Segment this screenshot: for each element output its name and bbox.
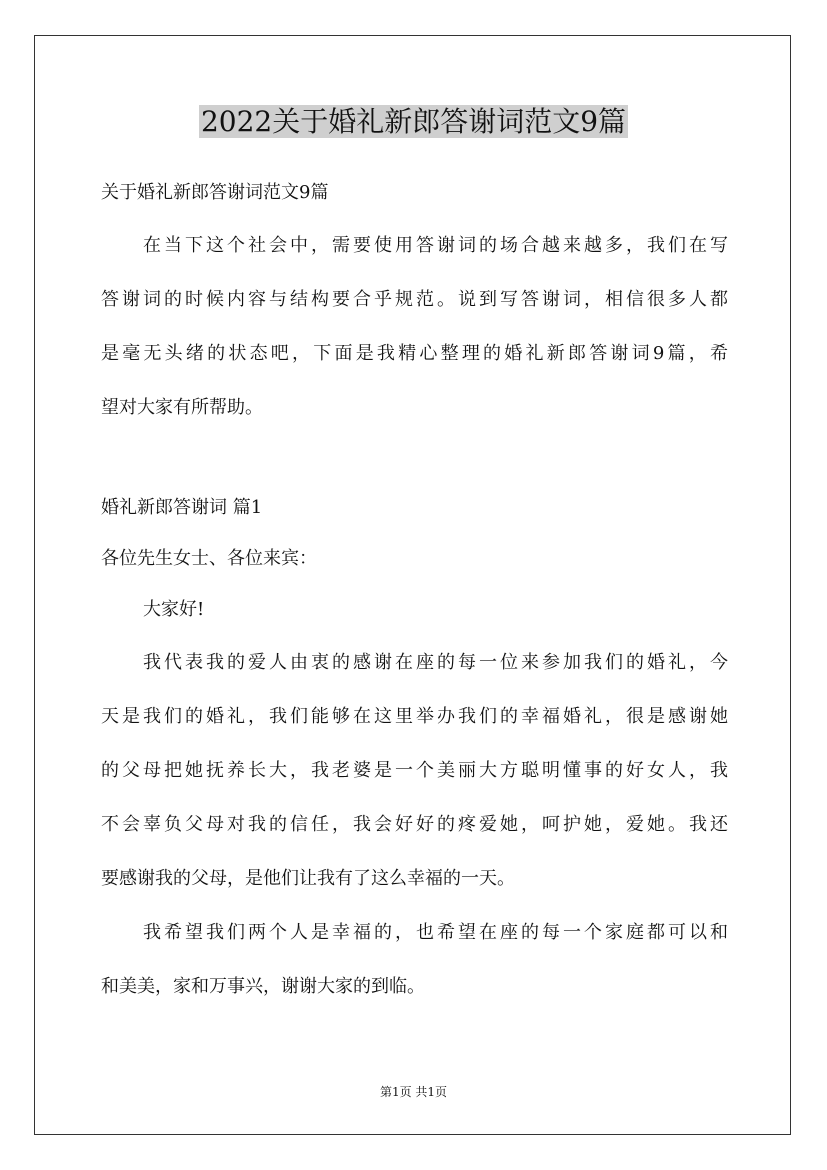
body-line: 要感谢我的父母，是他们让我有了这么幸福的一天。 bbox=[101, 868, 515, 889]
document-title bbox=[0, 100, 827, 144]
greeting: 大家好! bbox=[143, 599, 205, 620]
body-line: 天是我们的婚礼，我们能够在这里举办我们的幸福婚礼，很是感谢她 bbox=[101, 706, 728, 727]
intro-line: 答谢词的时候内容与结构要合乎规范。说到写答谢词，相信很多人都 bbox=[101, 289, 728, 310]
intro-line: 在当下这个社会中，需要使用答谢词的场合越来越多，我们在写 bbox=[143, 235, 728, 256]
body-line: 我代表我的爱人由衷的感谢在座的每一位来参加我们的婚礼，今 bbox=[143, 652, 728, 673]
intro-line: 是毫无头绪的状态吧，下面是我精心整理的婚礼新郎答谢词9篇，希 bbox=[101, 343, 728, 364]
document-subtitle: 关于婚礼新郎答谢词范文9篇 bbox=[101, 182, 329, 203]
document-body bbox=[101, 174, 728, 1014]
body-paragraph-2 bbox=[101, 906, 728, 1014]
body-paragraph-1 bbox=[101, 636, 728, 906]
document-title-text: 2022关于婚礼新郎答谢词范文9篇 bbox=[200, 105, 627, 138]
body-line: 和美美，家和万事兴，谢谢大家的到临。 bbox=[101, 976, 425, 997]
intro-paragraph bbox=[101, 219, 728, 435]
body-line: 我希望我们两个人是幸福的，也希望在座的每一个家庭都可以和 bbox=[143, 922, 728, 943]
page-footer: 第1页 共1页 bbox=[379, 1085, 448, 1099]
section-heading: 婚礼新郎答谢词 篇1 bbox=[101, 497, 263, 518]
body-line: 的父母把她抚养长大，我老婆是一个美丽大方聪明懂事的好女人，我 bbox=[101, 760, 728, 781]
salutation: 各位先生女士、各位来宾： bbox=[101, 548, 317, 569]
body-line: 不会辜负父母对我的信任，我会好好的疼爱她，呵护她，爱她。我还 bbox=[101, 814, 728, 835]
intro-line: 望对大家有所帮助。 bbox=[101, 397, 263, 418]
